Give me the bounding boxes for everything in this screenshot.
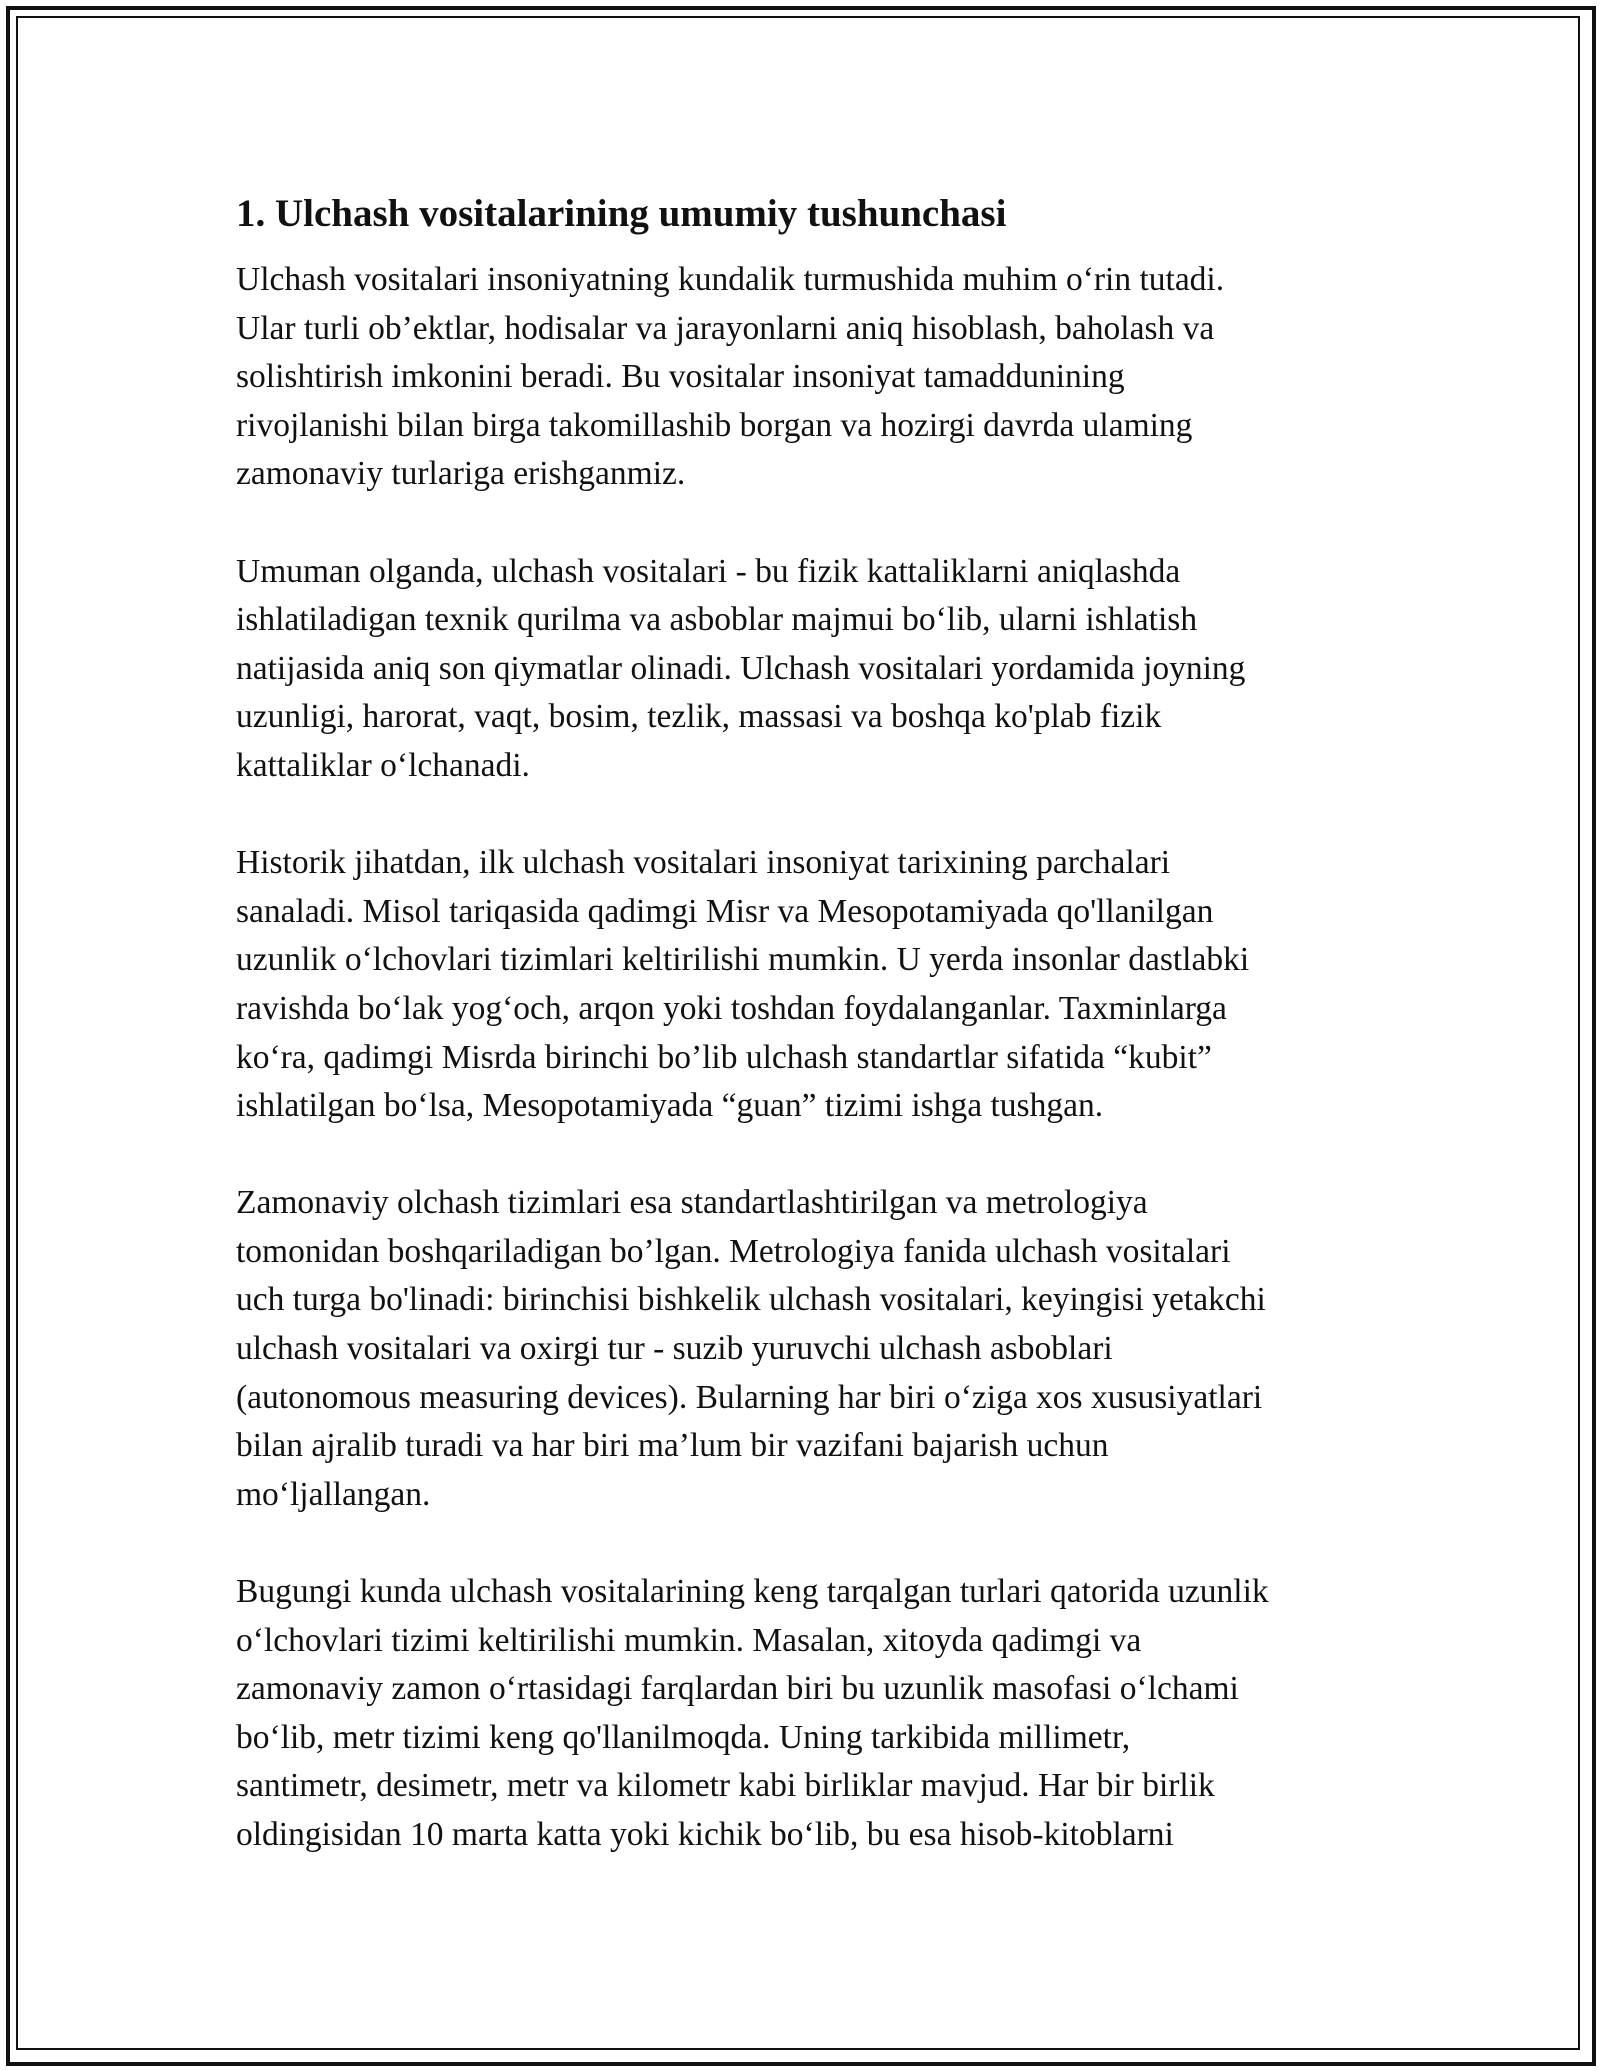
paragraph-1 [236, 256, 1386, 499]
paragraph-3 [236, 839, 1386, 1131]
text-line: Bugungi kunda ulchash vositalarining keng tarqalgan turlari qatorida uzunlik [236, 1573, 1269, 1611]
text-line: oldingisidan 10 marta katta yoki kichik bo‘lib, bu esa hisob-kitoblarni [236, 1816, 1174, 1853]
text-line: uzunlik o‘lchovlari tizimlari keltirilishi mumkin. U yerda insonlar dastlabki [236, 941, 1250, 979]
text-line: Historik jihatdan, ilk ulchash vositalari insoniyat tarixining parchalari [236, 844, 1171, 882]
text-line: solishtirish imkonini beradi. Bu vositalar insoniyat tamaddunining [236, 358, 1125, 396]
text-line: ulchash vositalari va oxirgi tur - suzib yuruvchi ulchash asboblari [236, 1330, 1113, 1368]
paragraph-5 [236, 1568, 1386, 1860]
document-body [236, 186, 1386, 1908]
text-line: Zamonaviy olchash tizimlari esa standartlashtirilgan va metrologiya [236, 1184, 1148, 1222]
text-line: Ular turli ob’ektlar, hodisalar va jarayonlarni aniq hisoblash, baholash va [236, 309, 1215, 347]
paragraph-4 [236, 1179, 1386, 1519]
text-line: ishlatilgan bo‘lsa, Mesopotamiyada “guan” tizimi ishga tushgan. [236, 1087, 1104, 1125]
text-line: ishlatiladigan texnik qurilma va asboblar majmui bo‘lib, ularni ishlatish [236, 601, 1198, 639]
text-line: kattaliklar o‘lchanadi. [236, 746, 530, 784]
text-line: sanaladi. Misol tariqasida qadimgi Misr va Mesopotamiyada qo'llanilgan [236, 892, 1214, 930]
paragraph-2 [236, 548, 1386, 791]
text-line: Ulchash vositalari insoniyatning kundalik turmushida muhim o‘rin tutadi. [236, 261, 1225, 298]
text-line: natijasida aniq son qiymatlar olinadi. Ulchash vositalari yordamida joyning [236, 649, 1246, 687]
text-line: (autonomous measuring devices). Bularning har biri o‘ziga xos xususiyatlari [236, 1378, 1263, 1416]
text-line: Umuman olganda, ulchash vositalari - bu fizik kattaliklarni aniqlashda [236, 552, 1181, 590]
section-heading: 1. Ulchash vositalarining umumiy tushunchasi [236, 192, 1007, 235]
text-line: zamonaviy turlariga erishganmiz. [236, 455, 686, 493]
text-line: bo‘lib, metr tizimi keng qo'llanilmoqda. Uning tarkibida millimetr, [236, 1718, 1131, 1756]
text-line: uch turga bo'linadi: birinchisi bishkelik ulchash vositalari, keyingisi yetakchi [236, 1281, 1266, 1319]
text-line: ko‘ra, qadimgi Misrda birinchi bo’lib ulchash standartlar sifatida “kubit” [236, 1038, 1212, 1076]
text-line: bilan ajralib turadi va har biri ma’lum bir vazifani bajarish uchun [236, 1427, 1109, 1465]
text-line: ravishda bo‘lak yog‘och, arqon yoki toshdan foydalanganlar. Taxminlarga [236, 989, 1227, 1027]
text-line: tomonidan boshqariladigan bo’lgan. Metrologiya fanida ulchash vositalari [236, 1232, 1231, 1270]
text-line: mo‘ljallangan. [236, 1475, 431, 1513]
text-line: uzunligi, harorat, vaqt, bosim, tezlik, massasi va boshqa ko'plab fizik [236, 698, 1162, 736]
text-line: rivojlanishi bilan birga takomillashib borgan va hozirgi davrda ulaming [236, 406, 1193, 444]
text-line: o‘lchovlari tizimi keltirilishi mumkin. Masalan, xitoyda qadimgi va [236, 1621, 1142, 1659]
text-line: zamonaviy zamon o‘rtasidagi farqlardan biri bu uzunlik masofasi o‘lchami [236, 1670, 1239, 1708]
text-line: santimetr, desimetr, metr va kilometr kabi birliklar mavjud. Har bir birlik [236, 1767, 1215, 1805]
